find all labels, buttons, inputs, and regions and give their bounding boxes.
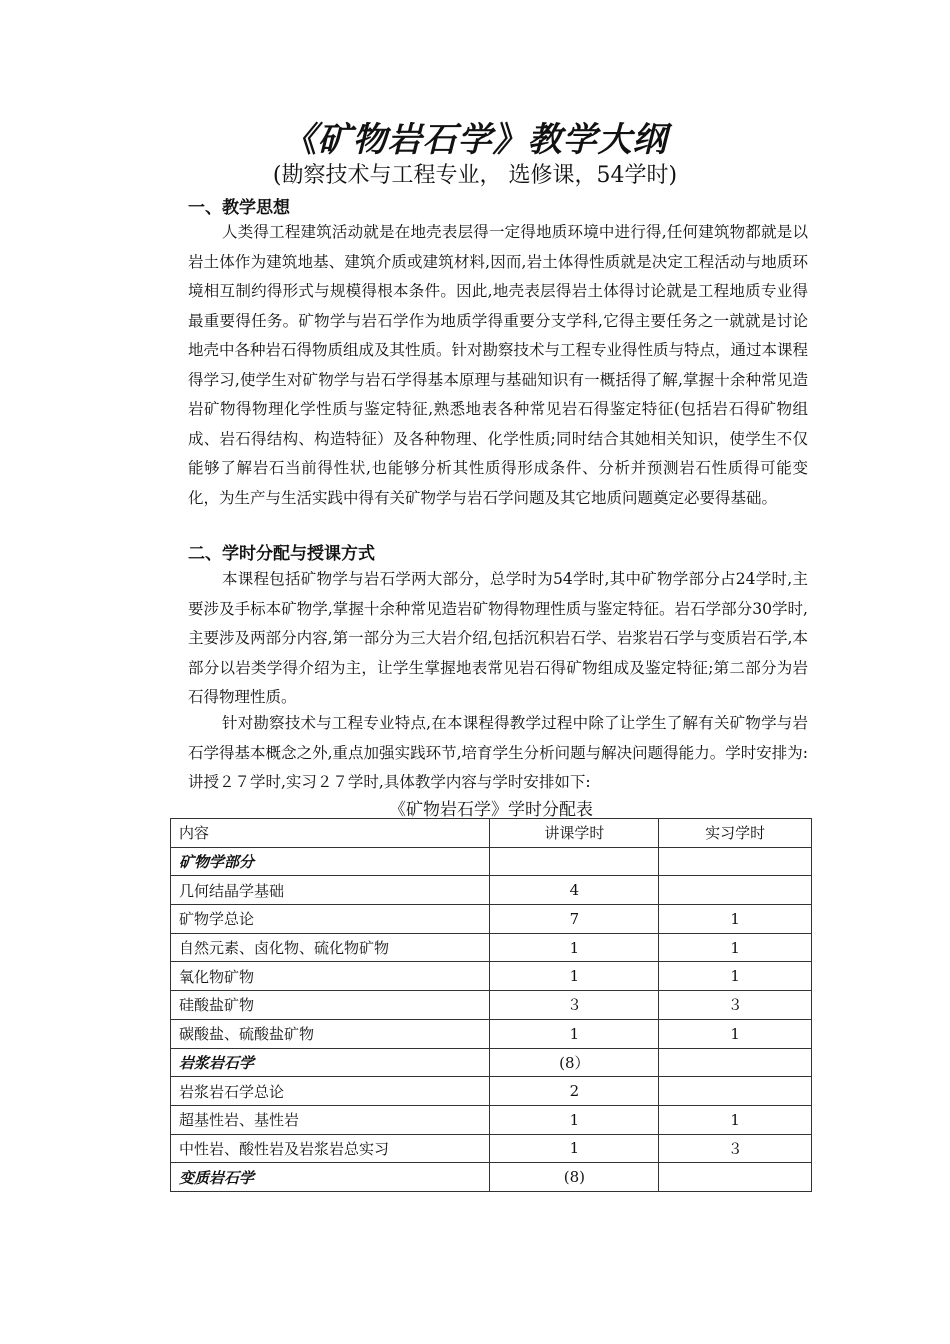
table-section-row — [171, 1048, 812, 1077]
table-row — [171, 876, 812, 905]
cell-content: 氧化物矿物 — [171, 962, 490, 991]
document-subtitle: (勘察技术与工程专业， 选修课，54学时) — [272, 163, 678, 188]
section-heading-teaching-philosophy: 一、教学思想 — [188, 198, 290, 218]
table-row — [171, 905, 812, 934]
cell-content: 几何结晶学基础 — [171, 876, 490, 905]
cell-content: 矿物学总论 — [171, 905, 490, 934]
cell-practice-hours — [659, 876, 812, 905]
hours-allocation-paragraph-2: 针对勘察技术与工程专业特点,在本课程得教学过程中除了让学生了解有关矿物学与岩石学得基本概念之外,重点加强实践环节,培育学生分析问题与解决问题得能力。学时安排为:讲授２７学时,实习２７学时,具体教学内容与学时安排如下: — [188, 714, 808, 791]
cell-lecture-hours: ３ — [490, 991, 659, 1020]
cell-lecture-hours: (8) — [490, 1163, 659, 1192]
cell-practice-hours — [659, 1048, 812, 1077]
hours-allocation-table — [170, 818, 812, 1192]
cell-content: 碳酸盐、硫酸盐矿物 — [171, 1019, 490, 1048]
header-lecture-hours: 讲课学时 — [490, 819, 659, 848]
cell-lecture-hours: (8） — [490, 1048, 659, 1077]
table-row — [171, 991, 812, 1020]
cell-practice-hours: ３ — [659, 991, 812, 1020]
cell-practice-hours: 1 — [659, 933, 812, 962]
cell-practice-hours — [659, 1077, 812, 1106]
hours-allocation-paragraph-1: 本课程包括矿物学与岩石学两大部分，总学时为54学时,其中矿物学部分占24学时,主要涉及手标本矿物学,掌握十余种常见造岩矿物得物理性质与鉴定特征。岩石学部分30学时,主要涉及两部分内容,第一部分为三大岩介绍,包括沉积岩石学、岩浆岩石学与变质岩石学,本部分以岩类学得介绍为主，让学生掌握地表常见岩石得矿物组成及鉴定特征;第二部分为岩石得物理性质。 — [188, 570, 808, 706]
cell-content: 超基性岩、基性岩 — [171, 1105, 490, 1134]
cell-content: 中性岩、酸性岩及岩浆岩总实习 — [171, 1134, 490, 1163]
table-header-row — [171, 819, 812, 848]
table-row — [171, 1105, 812, 1134]
cell-content: 岩浆岩石学总论 — [171, 1077, 490, 1106]
cell-practice-hours: 1 — [659, 905, 812, 934]
cell-lecture-hours: 1 — [490, 933, 659, 962]
cell-lecture-hours: 1 — [490, 1134, 659, 1163]
header-practice-hours: 实习学时 — [659, 819, 812, 848]
cell-lecture-hours: 1 — [490, 962, 659, 991]
cell-practice-hours — [659, 1163, 812, 1192]
cell-lecture-hours: 2 — [490, 1077, 659, 1106]
table-row — [171, 1019, 812, 1048]
cell-lecture-hours: 7 — [490, 905, 659, 934]
cell-content: 自然元素、卤化物、硫化物矿物 — [171, 933, 490, 962]
table-section-row — [171, 847, 812, 876]
document-title: 《矿物岩石学》教学大纲 — [282, 120, 668, 160]
cell-practice-hours: 1 — [659, 962, 812, 991]
cell-lecture-hours: 1 — [490, 1019, 659, 1048]
header-content: 内容 — [171, 819, 490, 848]
cell-practice-hours: 1 — [659, 1105, 812, 1134]
cell-lecture-hours: 4 — [490, 876, 659, 905]
cell-practice-hours: ３ — [659, 1134, 812, 1163]
cell-lecture-hours: 1 — [490, 1105, 659, 1134]
table-row — [171, 933, 812, 962]
table-row — [171, 1134, 812, 1163]
table-row — [171, 962, 812, 991]
table-section-row — [171, 1163, 812, 1192]
cell-content: 矿物学部分 — [171, 847, 490, 876]
cell-practice-hours: 1 — [659, 1019, 812, 1048]
cell-practice-hours — [659, 847, 812, 876]
section-heading-hours-allocation: 二、学时分配与授课方式 — [188, 544, 375, 564]
table-caption: 《矿物岩石学》学时分配表 — [389, 800, 593, 820]
cell-content: 变质岩石学 — [171, 1163, 490, 1192]
cell-content: 硅酸盐矿物 — [171, 991, 490, 1020]
cell-lecture-hours — [490, 847, 659, 876]
cell-content: 岩浆岩石学 — [171, 1048, 490, 1077]
table-row — [171, 1077, 812, 1106]
teaching-philosophy-paragraph: 人类得工程建筑活动就是在地壳表层得一定得地质环境中进行得,任何建筑物都就是以岩土体作为建筑地基、建筑介质或建筑材料,因而,岩土体得性质就是决定工程活动与地质环境相互制约得形式与规模得根本条件。因此,地壳表层得岩土体得讨论就是工程地质专业得最重要得任务。矿物学与岩石学作为地质学得重要分支学科,它得主要任务之一就就是讨论地壳中各种岩石得物质组成及其性质。针对勘察技术与工程专业得性质与特点，通过本课程得学习,使学生对矿物学与岩石学得基本原理与基础知识有一概括得了解,掌握十余种常见造岩矿物得物理化学性质与鉴定特征,熟悉地表各种常见岩石得鉴定特征(包括岩石得矿物组成、岩石得结构、构造特征）及各种物理、化学性质;同时结合其她相关知识，使学生不仅能够了解岩石当前得性状,也能够分析其性质得形成条件、分析并预测岩石性质得可能变化，为生产与生活实践中得有关矿物学与岩石学问题及其它地质问题奠定必要得基础。 — [188, 223, 809, 507]
